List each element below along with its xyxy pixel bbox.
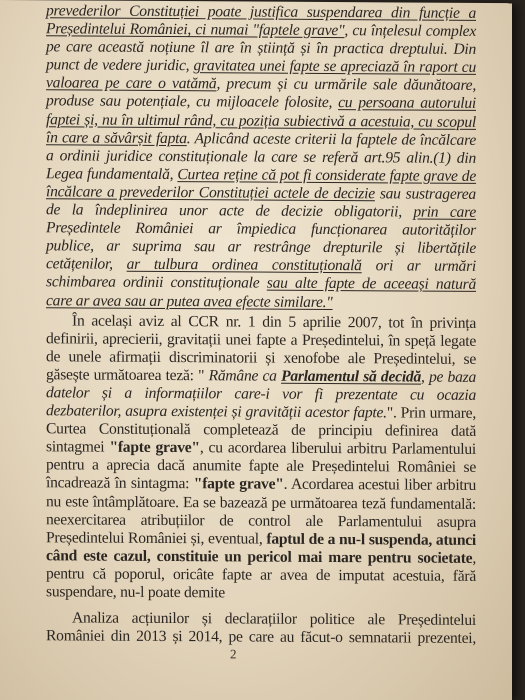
italic-text: datelor și a informațiilor care-i vor fi prezentate cu ocazia [46, 384, 476, 404]
text-span: suspendare, nu-l poate demite [46, 583, 225, 602]
text-span: . Acordarea acestui liber arbitru [283, 476, 476, 495]
body-paragraph [46, 312, 476, 604]
text-span: definirii, aprecierii, gravitații unei fapte a Președintelui, în speță legate [46, 329, 476, 350]
text-line [46, 627, 476, 648]
bold-text: faptul de a nu-l suspenda, atunci [266, 530, 476, 549]
text-span: sau sustragerea [374, 185, 476, 203]
underlined-text: sau alte fapte de aceeași natură [266, 275, 476, 294]
underlined-text: care ar avea sau ar putea avea efecte similare." [46, 291, 333, 311]
underlined-text: gravitatea unei fapte se apreciază în raport cu [193, 57, 476, 77]
text-span: Analiza acțiunilor și declarațiilor politice ale Președintelui [72, 609, 476, 630]
text-span: de unele afirmații discriminatorii și xenofobe ale Președintelui, se [46, 348, 476, 368]
text-span: a ordinii juridice constituționale la care se referă art.95 alin.(1) din [46, 147, 476, 167]
text-span: Curtea Constituțională completează de principiu definirea dată [46, 420, 476, 441]
underlined-text: în care a săvârșit fapta [46, 128, 187, 147]
underlined-text: Curtea reține că pot fi considerate fapte grave de [177, 165, 477, 185]
text-span: ". Prin urmare, [386, 404, 476, 422]
underlined-text: prevederilor Constituției poate justifica suspendarea din funcție a [46, 2, 476, 22]
underlined-text: Președintelui României, ci numai "faptele grave" [46, 20, 345, 40]
text-span: Președintele României ar împiedica funcționarea autorităților [46, 219, 476, 240]
emphasis-text: Parlamentul să decidă [281, 367, 421, 386]
text-span: cetățenilor, [46, 255, 127, 274]
italic-text: Rămâne ca [208, 367, 282, 385]
text-span: , precum și cu urmările sale dăunătoare, [216, 75, 477, 95]
underlined-text: ar tulbura ordinea constituțională [126, 256, 362, 275]
underlined-text: valoarea pe care o vatămă [46, 74, 217, 93]
bold-text: "fapte grave" [109, 438, 200, 457]
underlined-text: cu persoana autorului [338, 94, 476, 113]
text-span: de la îndeplinirea unor acte de decizie obligatorii, [46, 201, 414, 221]
text-span: publice, ar suprima sau ar restrânge drepturile și libertățile [46, 237, 476, 258]
text-span: sintagmei [46, 438, 110, 456]
text-span: României din 2013 și 2014, pe care au făcut-o semnatarii prezentei, [46, 627, 476, 648]
underlined-text: prin care [413, 203, 476, 221]
text-span: Legea fundamentală, [46, 165, 178, 183]
text-span: produse sau potențiale, cu mijloacele folosite, [46, 92, 339, 112]
text-span: neexercitarea atribuțiilor de control ale Parlamentului asupra [46, 510, 476, 531]
text-span: pe care această noțiune îl are în știință și în practica dreptului. Din [46, 38, 476, 59]
text-span: , cu acordarea liberului arbitru Parlamentului [199, 439, 476, 459]
text-span: . Aplicând aceste criterii la faptele de încălcare [186, 129, 476, 149]
quote-paragraph [46, 0, 476, 312]
text-span: nu este întâmplătoare. Ea se bazează pe următoarea teză fundamentală: [46, 492, 476, 513]
text-span: pentru a aprecia dacă anumite fapte ale Președintelui României se [46, 456, 476, 477]
page-number: 2 [230, 646, 237, 662]
text-span: punct de vedere juridic, [46, 56, 194, 75]
underlined-text: faptei și, nu în ultimul rând, cu poziția subiectivă a acestuia, cu scopul [46, 110, 476, 131]
italic-text: dezbaterilor, asupra existenței și gravității acestor fapte. [46, 402, 387, 422]
text-span: încadrează în sintagma: [46, 474, 194, 493]
text-span: schimbarea ordinii constituționale [46, 273, 267, 293]
bold-text: când este cazul, constituie un pericol mai mare pentru societate [46, 547, 473, 567]
text-span: , cu înțelesul complex [344, 22, 476, 41]
underlined-text: încălcare a prevederilor Constituției actele de decizie [46, 183, 375, 203]
text-line [46, 583, 476, 604]
text-line [46, 292, 476, 313]
text-span: În același aviz al CCR nr. 1 din 5 aprilie 2007, tot în privința [72, 312, 476, 332]
italic-text: , pe baza [421, 368, 477, 386]
document-body [46, 0, 476, 648]
bold-text: "fapte grave" [193, 475, 284, 494]
text-span: Președintelui României și, eventual, [46, 528, 267, 548]
text-span: ori ar urmări [361, 257, 476, 276]
text-span: găsește următoarea teză: " [46, 366, 209, 385]
text-span: pentru că poporul, oricâte fapte ar avea de imputat acestuia, fără [46, 565, 476, 585]
text-span: , [472, 549, 476, 567]
body-paragraph [46, 609, 476, 648]
